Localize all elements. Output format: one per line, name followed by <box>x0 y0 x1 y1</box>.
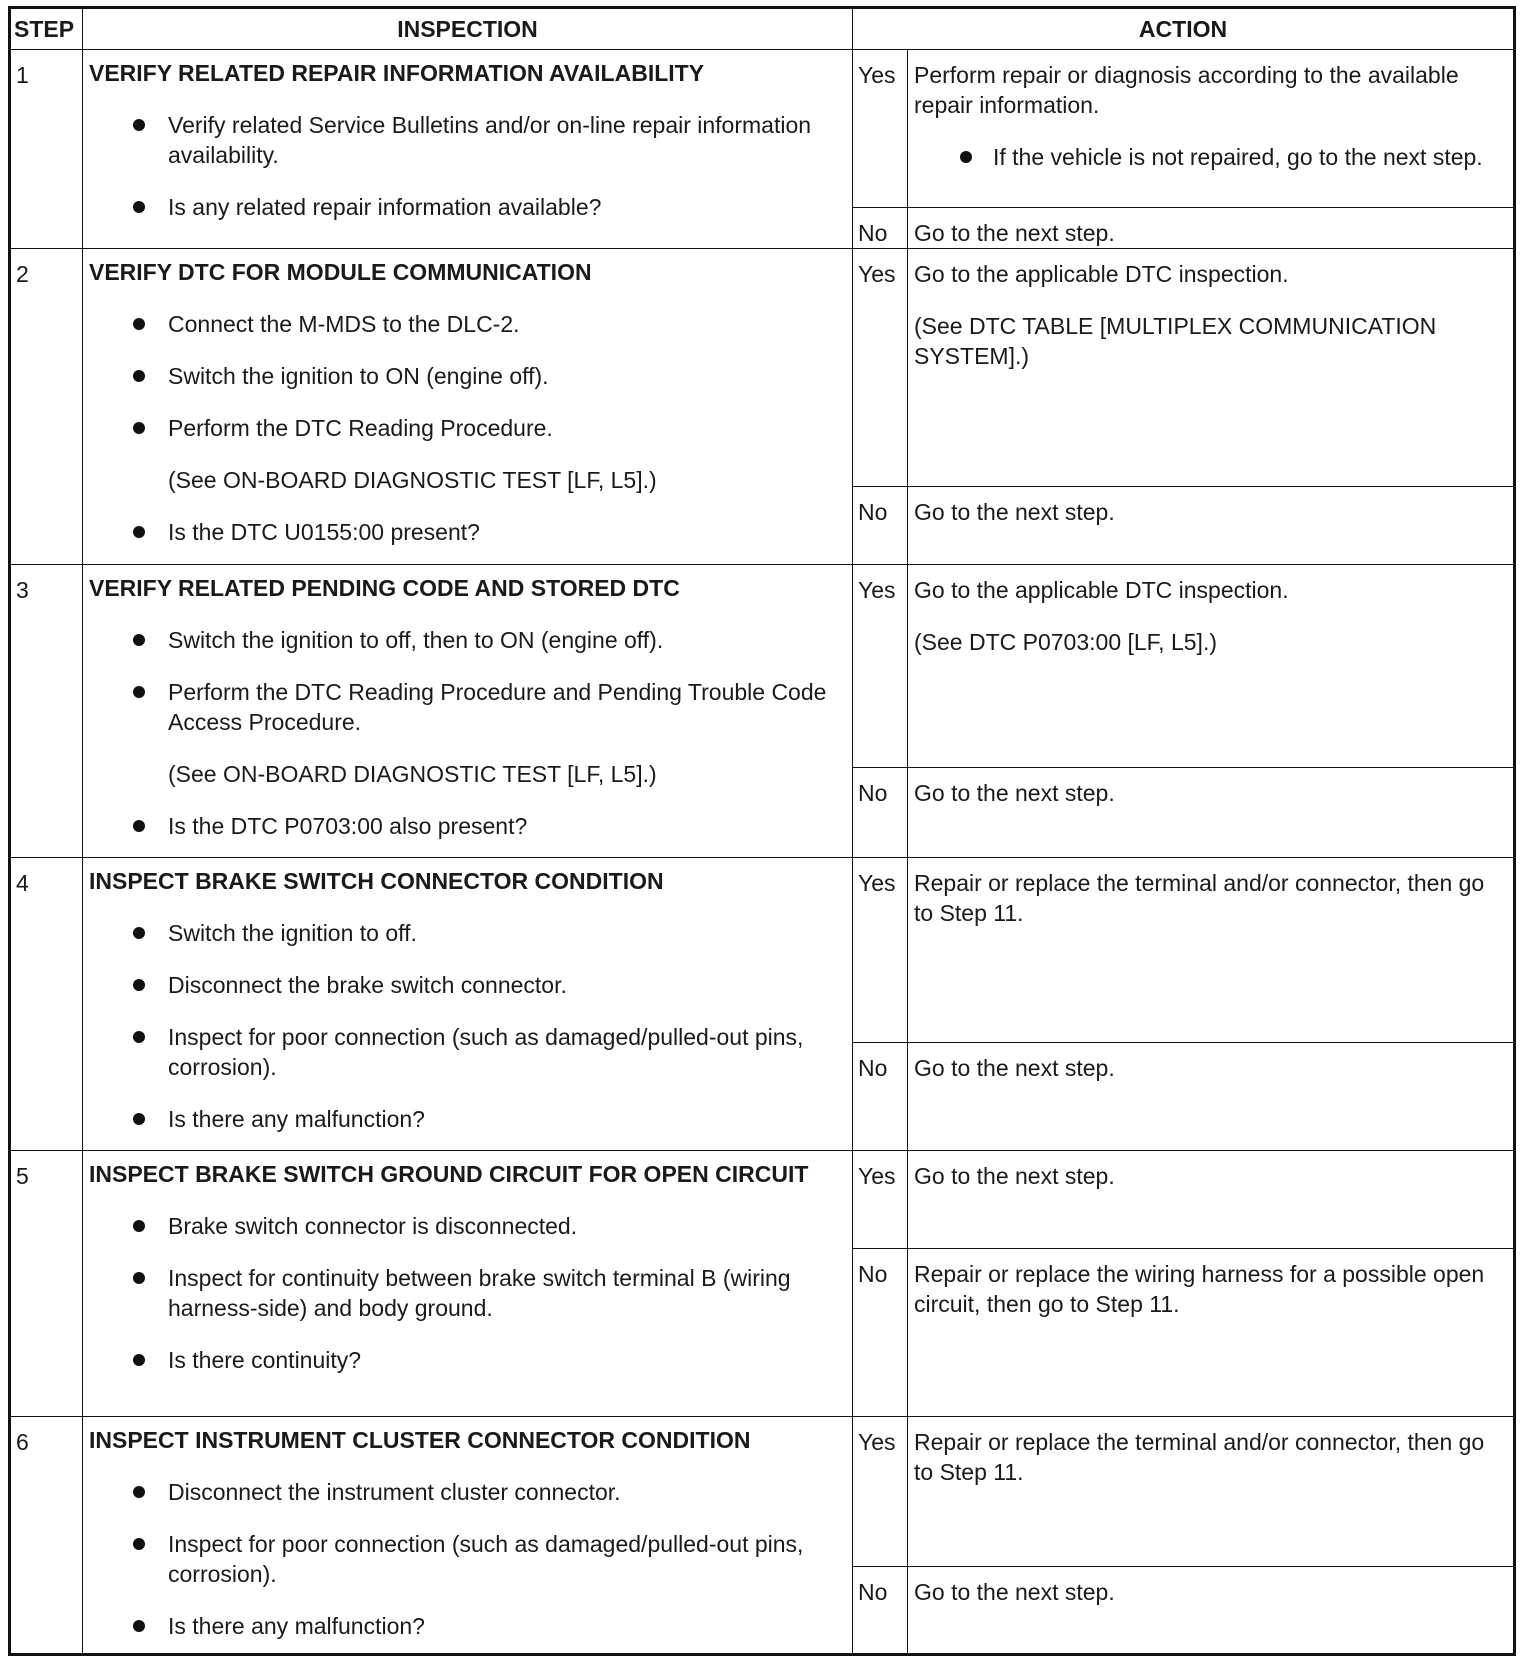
no-action: Go to the next step. <box>908 768 1515 858</box>
bullet-text: Is the DTC U0155:00 present? <box>168 519 480 545</box>
action-column-header: ACTION <box>853 8 1515 50</box>
yes-action <box>908 1151 1515 1249</box>
step-number: 6 <box>10 1417 83 1655</box>
bullet-text: Brake switch connector is disconnected. <box>168 1213 578 1239</box>
bullet-text: Is the DTC P0703:00 also present? <box>168 813 528 839</box>
inspection-bullet <box>89 1211 840 1241</box>
bullet-icon <box>133 979 145 991</box>
bullet-icon <box>133 1031 145 1043</box>
diagnostic-procedure-table <box>8 6 1516 1656</box>
no-label: No <box>853 208 908 249</box>
inspection-title: VERIFY DTC FOR MODULE COMMUNICATION <box>89 259 592 285</box>
bullet-icon <box>133 526 145 538</box>
no-action: Go to the next step. <box>908 1043 1515 1151</box>
inspection-bullet <box>89 1529 840 1589</box>
bullet-icon <box>133 422 145 434</box>
yes-action <box>908 1417 1515 1567</box>
bullet-text: Switch the ignition to ON (engine off). <box>168 363 549 389</box>
yes-label: Yes <box>853 1417 908 1567</box>
inspection-bullet <box>89 677 840 789</box>
step-column-header: STEP <box>10 8 83 50</box>
bullet-text: Is there any malfunction? <box>168 1106 425 1132</box>
yes-action <box>908 565 1515 768</box>
inspection-bullet <box>89 309 840 339</box>
no-label: No <box>853 768 908 858</box>
action-bullet <box>914 142 1501 172</box>
inspection-bullet <box>89 1345 840 1375</box>
table-row-step-5-yes <box>10 1151 1515 1249</box>
bullet-icon <box>133 201 145 213</box>
reference-note: (See DTC TABLE [MULTIPLEX COMMUNICATION SYSTEM].) <box>914 313 1437 369</box>
yes-action-text: Go to the applicable DTC inspection. <box>914 577 1289 603</box>
no-action: Go to the next step. <box>908 1567 1515 1655</box>
inspection-title: VERIFY RELATED REPAIR INFORMATION AVAILABILITY <box>89 60 705 86</box>
bullet-text: Connect the M-MDS to the DLC-2. <box>168 311 520 337</box>
bullet-icon <box>960 151 972 163</box>
bullet-icon <box>133 634 145 646</box>
bullet-icon <box>133 370 145 382</box>
no-label: No <box>853 1043 908 1151</box>
yes-action <box>908 249 1515 487</box>
inspection-bullet <box>89 361 840 391</box>
bullet-icon <box>133 1354 145 1366</box>
inspection-bullet <box>89 1104 840 1134</box>
bullet-icon <box>133 1272 145 1284</box>
inspection-cell <box>83 565 853 858</box>
inspection-cell <box>83 1151 853 1417</box>
bullet-text: Switch the ignition to off. <box>168 920 417 946</box>
bullet-text: Inspect for continuity between brake switch terminal B (wiring harness-side) and body ground. <box>168 1265 791 1321</box>
inspection-bullet <box>89 192 840 222</box>
yes-label: Yes <box>853 858 908 1043</box>
bullet-text: Disconnect the brake switch connector. <box>168 972 567 998</box>
inspection-title: INSPECT BRAKE SWITCH CONNECTOR CONDITION <box>89 868 664 894</box>
bullet-text: Inspect for poor connection (such as damaged/pulled-out pins, corrosion). <box>168 1024 804 1080</box>
inspection-bullet <box>89 1477 840 1507</box>
no-action: Go to the next step. <box>908 208 1515 249</box>
step-number: 2 <box>10 249 83 565</box>
no-label: No <box>853 487 908 565</box>
inspection-title: INSPECT INSTRUMENT CLUSTER CONNECTOR CONDITION <box>89 1427 751 1453</box>
bullet-icon <box>133 820 145 832</box>
step-number: 4 <box>10 858 83 1151</box>
action-bullet-text: If the vehicle is not repaired, go to the next step. <box>993 144 1483 170</box>
yes-action-text: Go to the applicable DTC inspection. <box>914 261 1289 287</box>
bullet-text: Is there continuity? <box>168 1347 362 1373</box>
inspection-cell <box>83 858 853 1151</box>
bullet-text: Verify related Service Bulletins and/or on-line repair information availability. <box>168 112 812 168</box>
no-label: No <box>853 1249 908 1417</box>
table-row-step-4-yes <box>10 858 1515 1043</box>
bullet-icon <box>133 1538 145 1550</box>
bullet-text: Inspect for poor connection (such as damaged/pulled-out pins, corrosion). <box>168 1531 804 1587</box>
inspection-bullet <box>89 811 840 841</box>
table-header-row <box>10 8 1515 50</box>
inspection-cell <box>83 50 853 249</box>
bullet-icon <box>133 927 145 939</box>
bullet-text: Is there any malfunction? <box>168 1613 425 1639</box>
reference-note: (See ON-BOARD DIAGNOSTIC TEST [LF, L5].) <box>168 761 657 787</box>
yes-label: Yes <box>853 50 908 208</box>
yes-action <box>908 50 1515 208</box>
inspection-title: INSPECT BRAKE SWITCH GROUND CIRCUIT FOR OPEN CIRCUIT <box>89 1161 809 1187</box>
table-row-step-3-yes <box>10 565 1515 768</box>
inspection-title: VERIFY RELATED PENDING CODE AND STORED DTC <box>89 575 680 601</box>
yes-action <box>908 858 1515 1043</box>
reference-note: (See ON-BOARD DIAGNOSTIC TEST [LF, L5].) <box>168 467 657 493</box>
step-number: 1 <box>10 50 83 249</box>
bullet-text: Disconnect the instrument cluster connector. <box>168 1479 621 1505</box>
yes-label: Yes <box>853 1151 908 1249</box>
yes-label: Yes <box>853 565 908 768</box>
bullet-icon <box>133 1113 145 1125</box>
reference-note: (See DTC P0703:00 [LF, L5].) <box>914 629 1217 655</box>
table-row-step-1-yes <box>10 50 1515 208</box>
inspection-bullet <box>89 1022 840 1082</box>
table-row-step-6-yes <box>10 1417 1515 1567</box>
no-action: Repair or replace the wiring harness for a possible open circuit, then go to Step 11. <box>908 1249 1515 1417</box>
inspection-bullet <box>89 918 840 948</box>
yes-label: Yes <box>853 249 908 487</box>
yes-action-text: Repair or replace the terminal and/or connector, then go to Step 11. <box>914 870 1485 926</box>
no-action: Go to the next step. <box>908 487 1515 565</box>
inspection-bullet <box>89 110 840 170</box>
bullet-icon <box>133 119 145 131</box>
bullet-icon <box>133 1220 145 1232</box>
inspection-cell <box>83 1417 853 1655</box>
step-number: 3 <box>10 565 83 858</box>
inspection-bullet <box>89 970 840 1000</box>
bullet-icon <box>133 1620 145 1632</box>
bullet-icon <box>133 318 145 330</box>
inspection-column-header: INSPECTION <box>83 8 853 50</box>
step-number: 5 <box>10 1151 83 1417</box>
inspection-bullet <box>89 517 840 547</box>
inspection-bullet <box>89 1263 840 1323</box>
bullet-icon <box>133 686 145 698</box>
bullet-text: Perform the DTC Reading Procedure. <box>168 415 553 441</box>
inspection-bullet <box>89 413 840 495</box>
yes-action-text: Perform repair or diagnosis according to the available repair information. <box>914 62 1459 118</box>
inspection-cell <box>83 249 853 565</box>
table-row-step-2-yes <box>10 249 1515 487</box>
bullet-text: Perform the DTC Reading Procedure and Pending Trouble Code Access Procedure. <box>168 679 827 735</box>
bullet-text: Switch the ignition to off, then to ON (engine off). <box>168 627 664 653</box>
bullet-icon <box>133 1486 145 1498</box>
yes-action-text: Go to the next step. <box>914 1163 1115 1189</box>
inspection-bullet <box>89 1611 840 1641</box>
no-label: No <box>853 1567 908 1655</box>
inspection-bullet <box>89 625 840 655</box>
yes-action-text: Repair or replace the terminal and/or connector, then go to Step 11. <box>914 1429 1485 1485</box>
bullet-text: Is any related repair information available? <box>168 194 602 220</box>
